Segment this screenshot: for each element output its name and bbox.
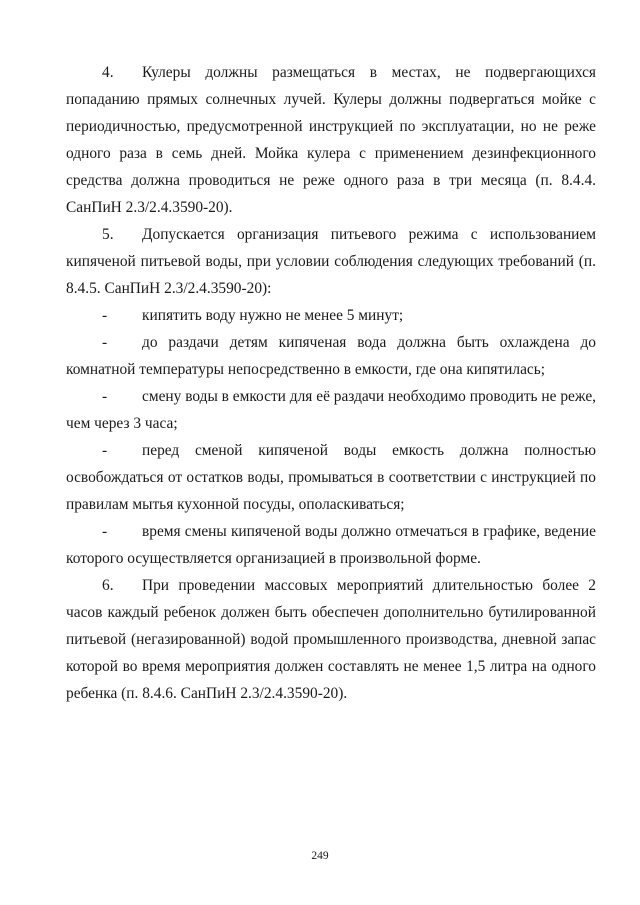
paragraph-5: [66, 221, 596, 302]
list-marker: -: [102, 523, 108, 540]
list-marker: -: [102, 442, 108, 459]
paragraph-number: 5.: [102, 226, 114, 243]
paragraph-4: [66, 59, 596, 221]
paragraph-text: При проведении массовых мероприятий длительностью более 2 часов каждый ребенок должен быть обеспечен дополнительно бутилированной питьевой (негазированной) водой промышленного производства, дневной запас которой во время мероприятия должен составлять не менее 1,5 литра на одного ребенка (п. 8.4.6. СанПиН 2.3/2.4.3590-20).: [66, 577, 596, 702]
list-item-text: кипятить воду нужно не менее 5 минут;: [142, 307, 404, 324]
list-item: [66, 437, 596, 518]
list-item: [66, 329, 596, 383]
list-item-text: перед сменой кипяченой воды емкость должна полностью освобождаться от остатков воды, промываться в соответствии с инструкцией по правилам мытья кухонной посуды, ополаскиваться;: [66, 442, 596, 513]
list-item-text: смену воды в емкости для её раздачи необходимо проводить не реже, чем через 3 часа;: [66, 388, 596, 432]
page-number: 249: [311, 850, 329, 862]
list-item-text: до раздачи детям кипяченая вода должна быть охлаждена до комнатной температуры непосредственно в емкости, где она кипятилась;: [66, 334, 596, 378]
list-marker: -: [102, 334, 108, 351]
list-marker: -: [102, 388, 108, 405]
document-body: [66, 59, 596, 707]
list-item: [66, 518, 596, 572]
list-item: [66, 302, 596, 329]
list-marker: -: [102, 307, 108, 324]
paragraph-text: Допускается организация питьевого режима с использованием кипяченой питьевой воды, при условии соблюдения следующих требований (п. 8.4.5. СанПиН 2.3/2.4.3590-20):: [66, 226, 596, 297]
paragraph-number: 6.: [102, 577, 114, 594]
paragraph-number: 4.: [102, 64, 114, 81]
list-item: [66, 383, 596, 437]
list-item-text: время смены кипяченой воды должно отмечаться в графике, ведение которого осуществляется организацией в произвольной форме.: [66, 523, 596, 567]
paragraph-6: [66, 572, 596, 707]
paragraph-text: Кулеры должны размещаться в местах, не подвергающихся попаданию прямых солнечных лучей. Кулеры должны подвергаться мойке с периодичностью, предусмотренной инструкцией по эксплуатации, но не реже одного раза в семь дней. Мойка кулера с применением дезинфекционного средства должна проводиться не реже одного раза в три месяца (п. 8.4.4. СанПиН 2.3/2.4.3590-20).: [66, 64, 596, 216]
